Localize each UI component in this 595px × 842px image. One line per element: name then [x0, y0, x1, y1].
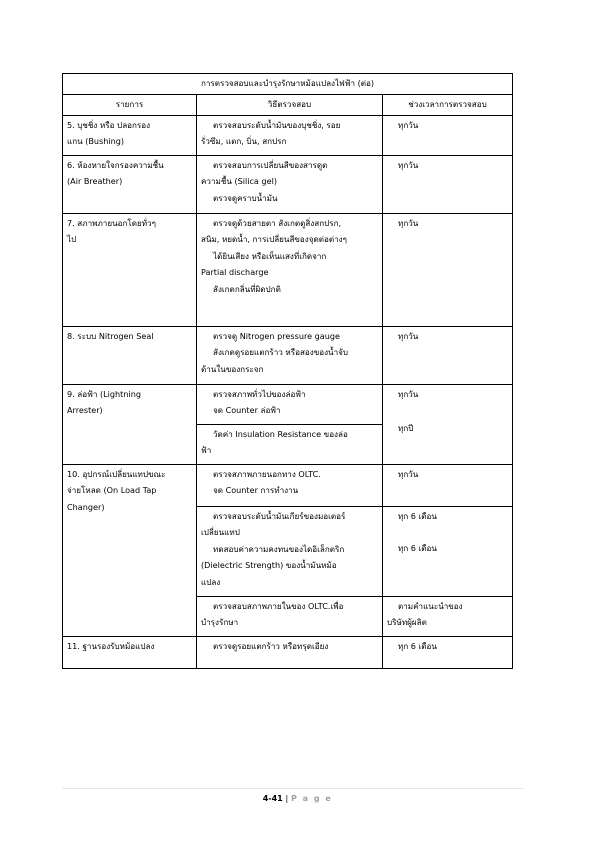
method-cell: [197, 155, 383, 213]
interval-text: ทุกวัน: [398, 388, 419, 399]
method-line: ตรวจสภาพภายนอกทาง OLTC.: [213, 468, 321, 479]
inspection-table: [62, 73, 513, 669]
method-line: ตรวจสภาพทั่วไปของล่อฟ้า: [213, 388, 306, 399]
item-line: จ่ายโหลด (On Load Tap: [67, 485, 157, 495]
method-line: ตรวจสอบระดับน้ำมันของบุชชิ่ง, รอย: [213, 119, 341, 130]
interval-cell: [383, 636, 513, 668]
method-line: Partial discharge: [201, 267, 269, 277]
method-cell: [197, 464, 383, 506]
item-line: แกน (Bushing): [67, 136, 125, 146]
interval-text: ทุก 6 เดือน: [398, 510, 437, 521]
method-line: ได้ยินเสียง หรือเห็นแสงที่เกิดจาก: [213, 250, 327, 261]
item-line: 6. ห้องหายใจกรองความชื้น: [67, 159, 164, 170]
method-line: สังเกตกลิ่นที่ผิดปกติ: [213, 283, 281, 294]
item-line: (Air Breather): [67, 176, 123, 186]
method-line: สังเกตดูรอยแตกร้าว หรือสองของน้ำจับ: [213, 347, 349, 357]
table-row: [63, 155, 513, 213]
method-cell: [197, 213, 383, 326]
item-line: Arrester): [67, 405, 103, 415]
item-line: 8. ระบบ Nitrogen Seal: [67, 330, 154, 341]
method-cell: [197, 506, 383, 596]
interval-text: ทุกวัน: [398, 468, 419, 479]
interval-cell: [383, 384, 513, 464]
table-row: [63, 326, 513, 384]
method-line: เปลี่ยนแทป: [201, 527, 240, 537]
method-line: ทดสอบค่าความคงทนของไดอิเล็กตริก: [213, 543, 345, 554]
method-cell: [197, 115, 383, 155]
method-cell: [197, 326, 383, 384]
interval-text: บริษัทผู้ผลิต: [387, 617, 427, 627]
interval-text: ทุกวัน: [398, 159, 419, 170]
method-line: ตรวจสอบระดับน้ำมันเกียร์ของมอเตอร์: [213, 510, 346, 521]
interval-text: ทุกวัน: [398, 330, 419, 341]
method-line: วัดค่า Insulation Resistance ของล่อ: [213, 428, 348, 439]
header-interval: ช่วงเวลาการตรวจสอบ: [383, 95, 513, 116]
method-cell: [197, 596, 383, 636]
method-line: ตรวจดูคราบน้ำมัน: [213, 192, 278, 203]
interval-text: ทุกวัน: [398, 119, 419, 130]
page-number: 4-41: [262, 794, 283, 803]
header-method: วิธีตรวจสอบ: [197, 95, 383, 116]
method-line: ตรวจสอบสภาพภายในของ OLTC.เพื่อ: [213, 600, 344, 611]
item-cell: [63, 384, 197, 464]
method-line: ตรวจดูรอยแตกร้าว หรือทรุดเอียง: [213, 640, 329, 651]
method-line: สนิม, หยดน้ำ, การเปลี่ยนสีของจุดต่อต่างๆ: [201, 234, 347, 244]
interval-cell: [383, 213, 513, 326]
method-line: บำรุงรักษา: [201, 617, 239, 627]
method-line: ตรวจสอบการเปลี่ยนสีของสารดูด: [213, 159, 328, 170]
item-line: 10. อุปกรณ์เปลี่ยนแทปขณะ: [67, 468, 166, 479]
method-cell: [197, 424, 383, 464]
interval-cell: [383, 155, 513, 213]
page-label: P a g e: [291, 794, 333, 803]
interval-text: ทุก 6 เดือน: [398, 640, 437, 651]
item-cell: [63, 155, 197, 213]
method-line: ตรวจดู Nitrogen pressure gauge: [213, 330, 340, 341]
item-cell: [63, 213, 197, 326]
method-line: แปลง: [201, 576, 221, 587]
interval-cell: [383, 506, 513, 596]
item-line: 7. สภาพภายนอกโดยทั่วๆ: [67, 217, 156, 228]
method-cell: [197, 636, 383, 668]
interval-text: ตามคำแนะนำของ: [398, 600, 463, 611]
method-line: รั่วซึม, แตก, บิ่น, สกปรก: [201, 136, 287, 146]
item-line: Changer): [67, 501, 105, 512]
table-row: [63, 115, 513, 155]
table-row: [63, 384, 513, 424]
interval-cell: [383, 115, 513, 155]
method-cell: [197, 384, 383, 424]
item-line: ไป: [67, 234, 77, 244]
method-line: ฟ้า: [201, 445, 212, 455]
header-item: รายการ: [63, 95, 197, 116]
method-line: ตรวจดูด้วยสายตา สังเกตดูสิ่งสกปรก,: [213, 217, 342, 228]
item-line: 5. บุชชิ่ง หรือ ปลอกรอง: [67, 119, 151, 130]
method-line: (Dielectric Strength) ของน้ำมันหม้อ: [201, 560, 337, 570]
item-cell: [63, 326, 197, 384]
method-line: จด Counter การทำงาน: [213, 485, 299, 495]
footer-separator: |: [285, 794, 289, 803]
item-line: 11. ฐานรองรับหม้อแปลง: [67, 640, 155, 651]
page-footer: [0, 794, 595, 803]
interval-text: ทุก 6 เดือน: [398, 543, 437, 553]
interval-text: ทุกวัน: [398, 217, 419, 228]
item-cell: [63, 464, 197, 636]
table-row: [63, 636, 513, 668]
method-line: ด้านในของกระจก: [201, 363, 264, 374]
table-row: [63, 213, 513, 326]
interval-cell: [383, 464, 513, 506]
method-line: จด Counter ล่อฟ้า: [213, 405, 281, 415]
method-line: ความชื้น (Silica gel): [201, 176, 277, 186]
interval-cell: [383, 326, 513, 384]
table-row: [63, 464, 513, 506]
footer-divider: [62, 788, 524, 789]
item-cell: [63, 115, 197, 155]
interval-cell: [383, 596, 513, 636]
table-title: การตรวจสอบและบำรุงรักษาหม้อแปลงไฟฟ้า (ต่อ): [63, 74, 513, 95]
item-cell: [63, 636, 197, 668]
interval-text: ทุกปี: [398, 423, 414, 433]
item-line: 9. ล่อฟ้า (Lightning: [67, 388, 141, 399]
